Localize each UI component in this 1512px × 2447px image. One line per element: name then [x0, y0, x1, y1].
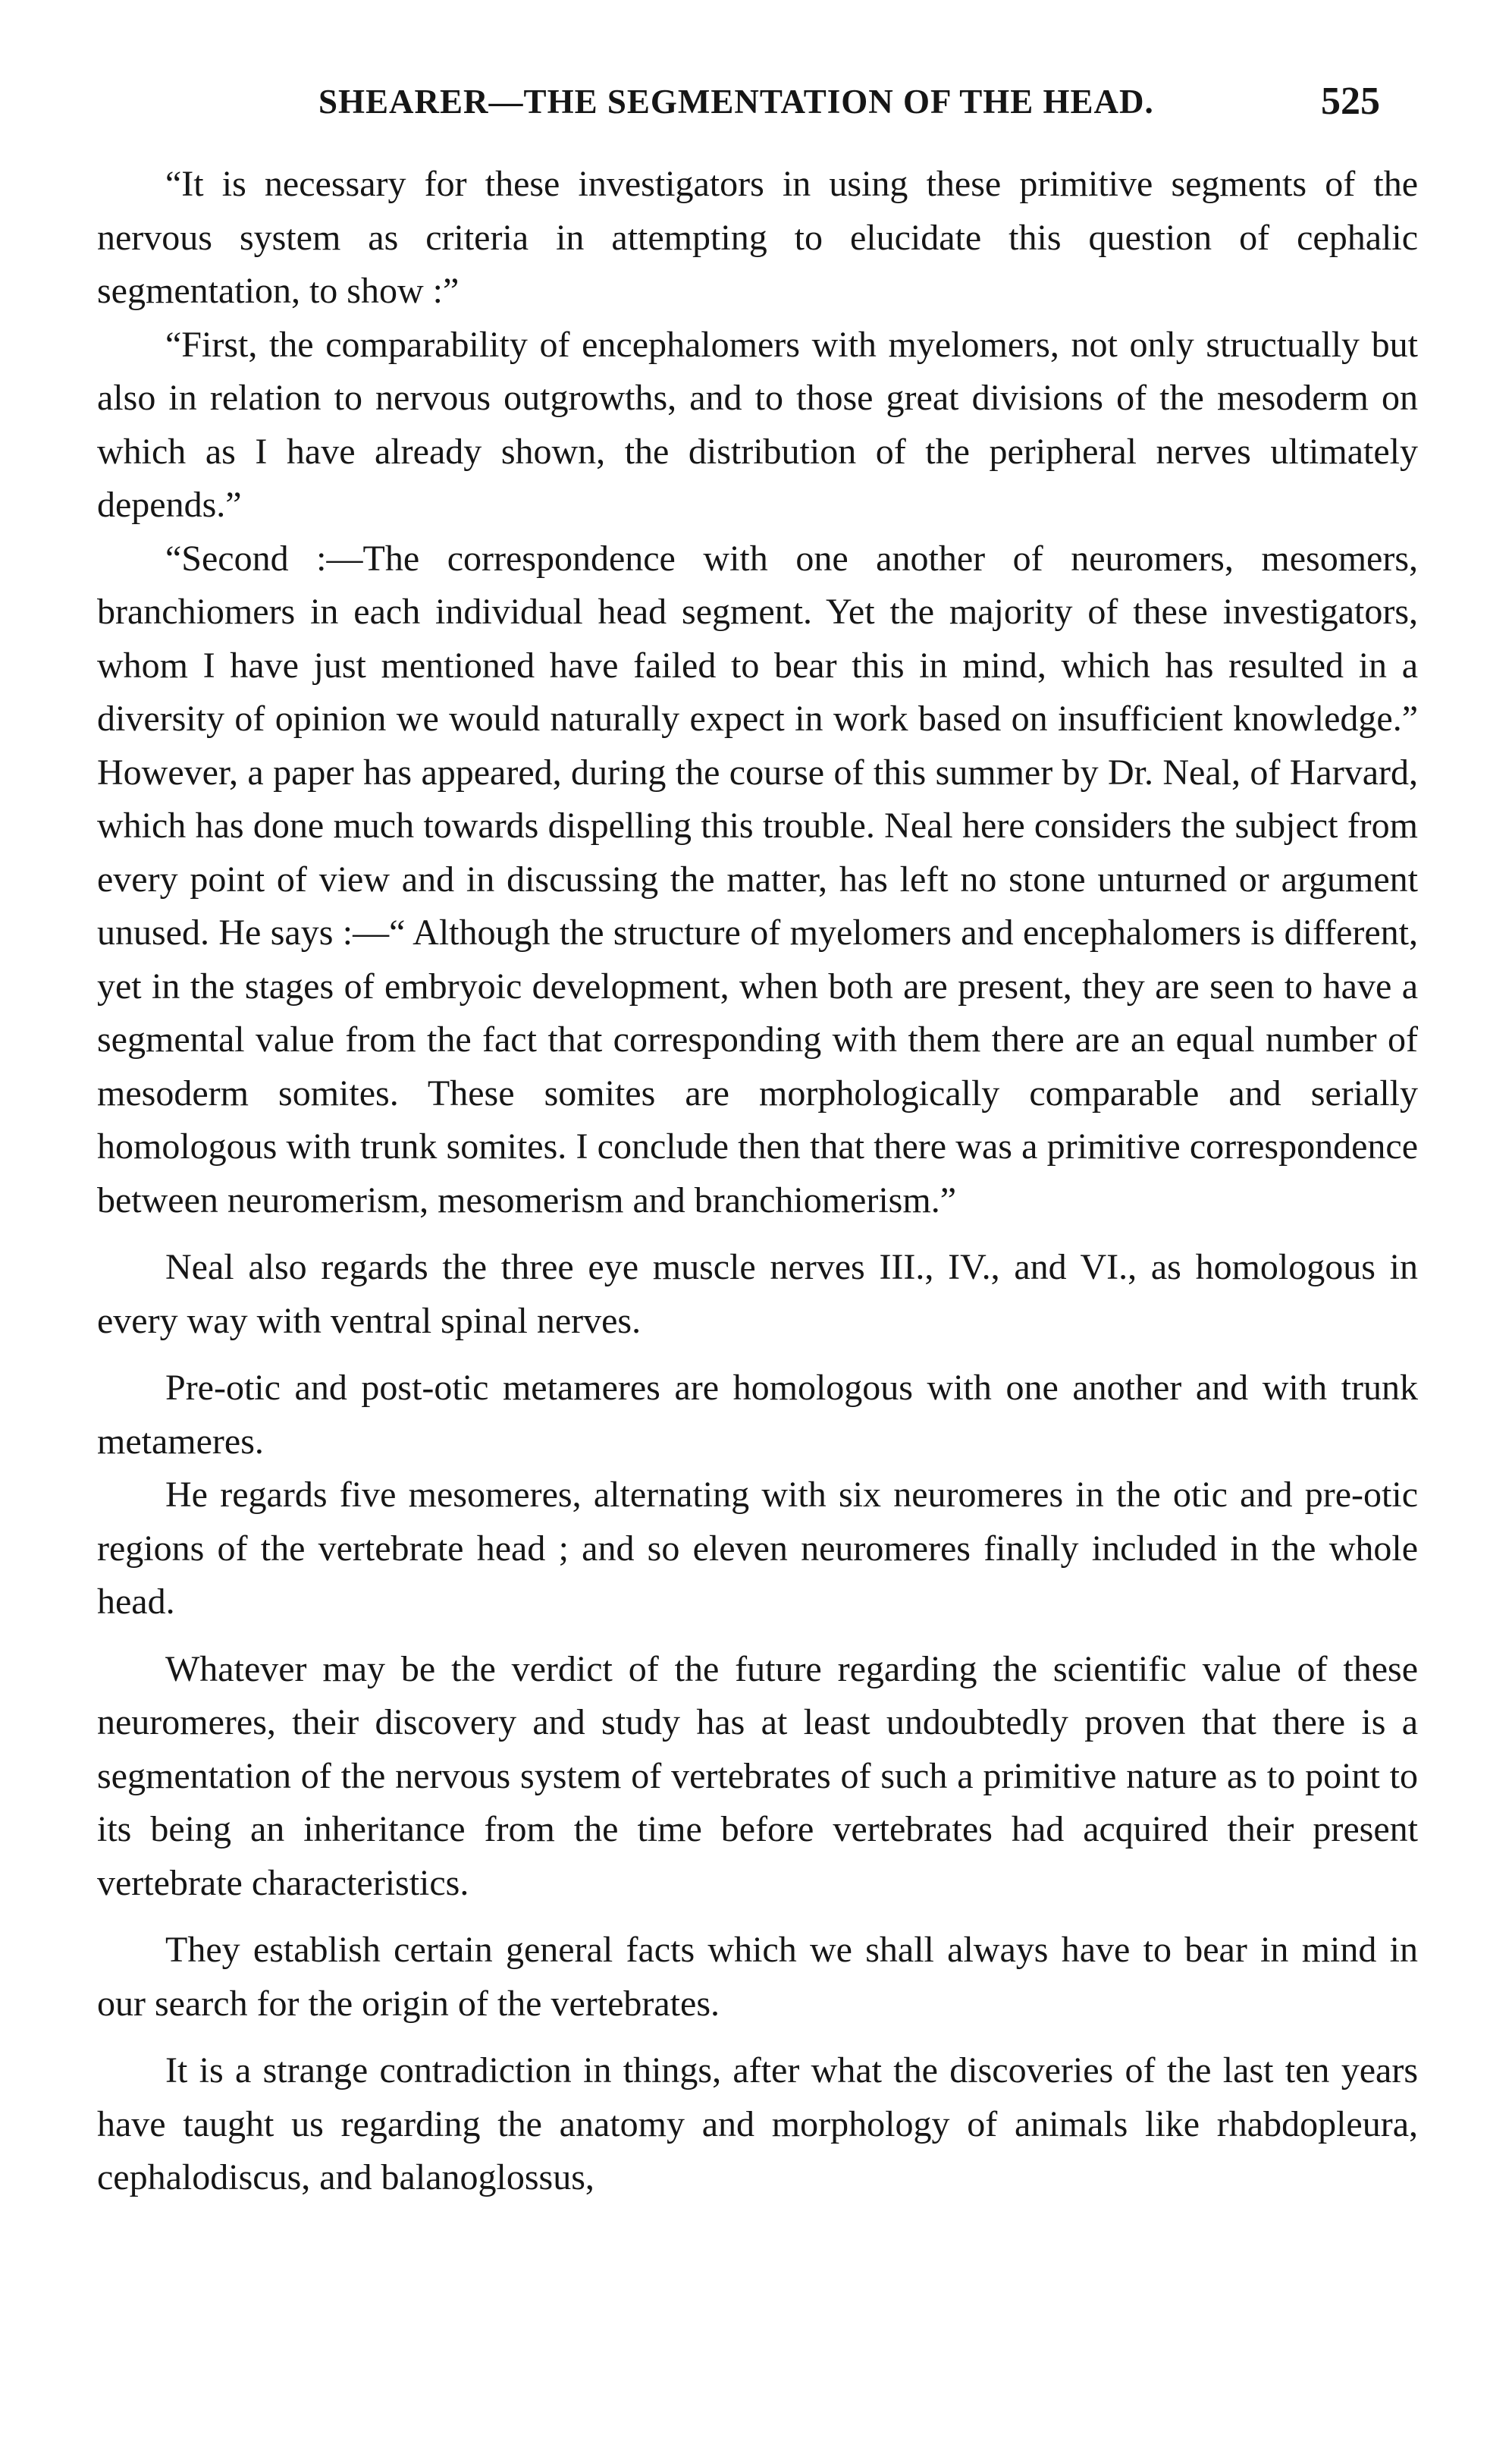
paragraph: Neal also regards the three eye muscle nerves III., IV., and VI., as homologous in every way with ventral spinal nerves.: [97, 1247, 1418, 1341]
paragraph: Pre-otic and post-otic metameres are homologous with one another and with trunk metameres.: [97, 1368, 1418, 1462]
body-text: [97, 158, 1418, 2205]
paragraph: “Second :—The correspondence with one another of neuromers, mesomers, branchiomers in each individual head segment. Yet the majority of these investigators, whom I have just mentioned have failed to bear this in mind, which has resulted in a diversity of opinion we would naturally expect in work based on insufficient knowledge.” However, a paper has appeared, during the course of this summer by Dr. Neal, of Harvard, which has done much towards dispelling this trouble. Neal here considers the subject from every point of view and in discussing the matter, has left no stone unturned or argument unused. He says :—“ Although the structure of myelomers and encephalomers is different, yet in the stages of embryoic development, when both are present, they are seen to have a segmental value from the fact that corresponding with them there are an equal number of mesoderm somites. These somites are morphologically comparable and serially homologous with trunk somites. I conclude then that there was a primitive correspondence between neuromerism, mesomerism and branchiomerism.”: [97, 538, 1418, 1220]
running-head: SHEARER—THE SEGMENTATION OF THE HEAD.: [318, 83, 1154, 121]
paragraph: Whatever may be the verdict of the future regarding the scientific value of these neuromeres, their discovery and study has at least undoubtedly proven that there is a segmentation of the nervous system of vertebrates of such a primitive nature as to point to its being an inheritance from the time before vertebrates had acquired their present vertebrate characteristics.: [97, 1648, 1418, 1903]
paragraph: “It is necessary for these investigators in using these primitive segments of the nervous system as criteria in attempting to elucidate this question of cephalic segmentation, to show :”: [97, 164, 1418, 311]
paragraph: He regards five mesomeres, alternating with six neuromeres in the otic and pre-otic regions of the vertebrate head ; and so eleven neuromeres finally included in the whole head.: [97, 1475, 1418, 1622]
paragraph: They establish certain general facts which we shall always have to bear in mind in our search for the origin of the vertebrates.: [97, 1930, 1418, 2024]
page-number: 525: [1321, 80, 1380, 123]
paragraph: “First, the comparability of encephalomers with myelomers, not only structually but also in relation to nervous outgrowths, and to those great divisions of the mesoderm on which as I have already shown, the distribution of the peripheral nerves ultimately depends.”: [97, 324, 1418, 525]
paragraph: It is a strange contradiction in things, after what the discoveries of the last ten years have taught us regarding the anatomy and morphology of animals like rhabdopleura, cephalodiscus, and balanoglossus,: [97, 2050, 1418, 2197]
